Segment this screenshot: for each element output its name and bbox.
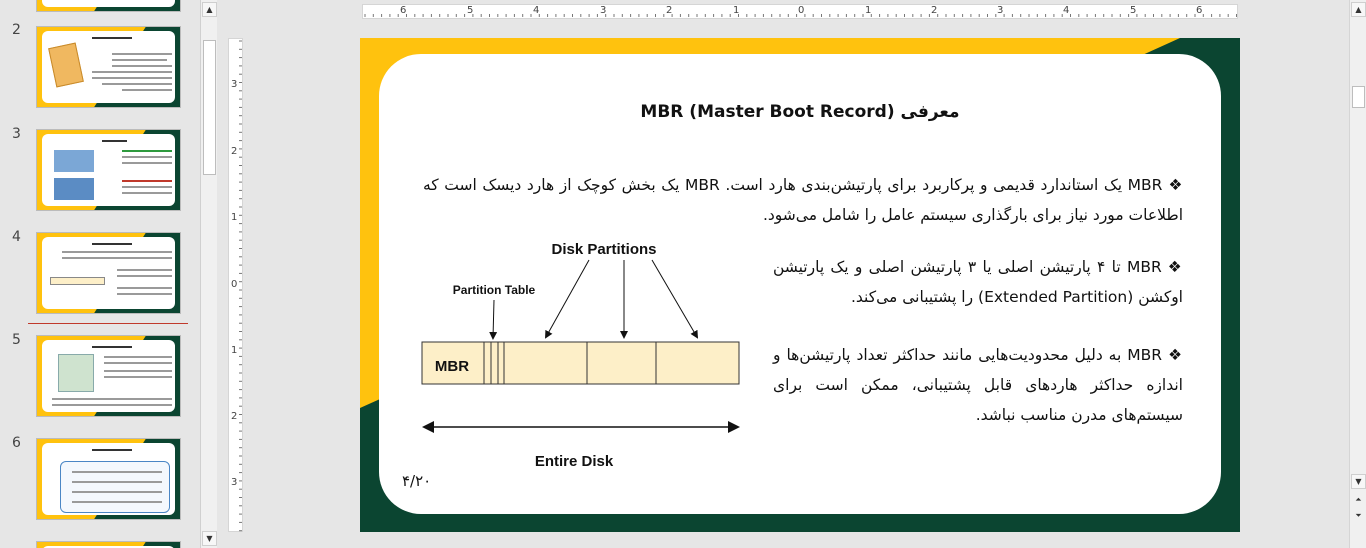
insertion-marker: [28, 323, 188, 324]
scrollbar-handle[interactable]: [1352, 86, 1365, 108]
thumbnail-number: 4: [12, 229, 21, 245]
bullet-2-text: MBR تا ۴ پارتیشن اصلی یا ۳ پارتیشن اصلی و یک پارتیشن اوکشن (Extended Partition) را پشتیبانی می‌کند.: [773, 258, 1183, 306]
horizontal-ruler[interactable]: [362, 4, 1238, 19]
thumbnail-number: 2: [12, 22, 21, 38]
partition-block: [504, 342, 587, 384]
slide-thumbnail-4[interactable]: [36, 232, 181, 314]
mbr-disk-diagram[interactable]: [419, 234, 759, 474]
slide-thumbnail-1[interactable]: [36, 0, 181, 12]
partition-table-label: Partition Table: [452, 283, 536, 297]
ruler-label: 2: [931, 5, 938, 16]
bullet-3-text: MBR به دلیل محدودیت‌هایی مانند حداکثر تعداد پارتیشن‌ها و اندازه حداکثر هاردهای قابل پشتیبانی، ممکن است برای سیستم‌های مدرن مناسب نباشد.: [773, 346, 1183, 424]
bullet-diamond-icon: ❖: [1168, 346, 1183, 364]
scroll-up-icon[interactable]: ▲: [202, 2, 217, 17]
slide-thumbnail-6[interactable]: [36, 438, 181, 520]
slide-page-number: ۴/۲۰: [402, 472, 432, 490]
ruler-label: 5: [1130, 5, 1137, 16]
ruler-label: 3: [997, 5, 1004, 16]
thumbnail-number: 3: [12, 126, 21, 142]
ruler-label: 3: [231, 477, 238, 488]
scroll-up-icon[interactable]: ▲: [1351, 2, 1366, 17]
ruler-label: 2: [666, 5, 673, 16]
slide-scrollbar[interactable]: [1349, 0, 1366, 548]
entire-disk-label: Entire Disk: [534, 453, 614, 470]
bullet-diamond-icon: ❖: [1168, 176, 1183, 194]
bullet-3[interactable]: [773, 340, 1183, 430]
ruler-label: 0: [798, 5, 805, 16]
previous-slide-icon[interactable]: ⏶: [1355, 495, 1362, 504]
ruler-label: 4: [1063, 5, 1070, 16]
ruler-label: 1: [231, 345, 238, 356]
slide-thumbnail-pane[interactable]: [0, 0, 200, 548]
next-slide-icon[interactable]: ⏷: [1355, 511, 1362, 520]
bullet-2[interactable]: [773, 252, 1183, 312]
scroll-down-icon[interactable]: ▼: [202, 531, 217, 546]
thumbnail-number: 6: [12, 435, 21, 451]
ruler-label: 6: [400, 5, 407, 16]
partition-block: [656, 342, 739, 384]
ruler-label: 4: [533, 5, 540, 16]
ruler-label: 1: [231, 212, 238, 223]
slide-title[interactable]: معرفی MBR (Master Boot Record): [640, 102, 960, 122]
bullet-1-text: MBR یک استاندارد قدیمی و پرکاربرد برای پارتیشن‌بندی هارد است. MBR یک بخش کوچک از هارد دیسک است که اطلاعات مورد نیاز برای بارگذاری سیستم عامل را شامل می‌شود.: [423, 176, 1183, 224]
slide-canvas[interactable]: [360, 38, 1240, 532]
slide-thumbnail-3[interactable]: [36, 129, 181, 211]
partition-block: [587, 342, 656, 384]
ruler-label: 3: [231, 79, 238, 90]
ruler-label: 1: [865, 5, 872, 16]
slide-thumbnail-2[interactable]: [36, 26, 181, 108]
slide-thumbnail-7[interactable]: [36, 541, 181, 548]
ruler-label: 5: [467, 5, 474, 16]
disk-partitions-label: Disk Partitions: [551, 241, 657, 258]
ruler-label: 2: [231, 146, 238, 157]
slide-content-card: [379, 54, 1221, 514]
slide-thumbnail-5[interactable]: [36, 335, 181, 417]
bullet-diamond-icon: ❖: [1167, 258, 1183, 276]
ruler-label: 6: [1196, 5, 1203, 16]
ruler-label: 0: [231, 279, 238, 290]
ruler-label: 2: [231, 411, 238, 422]
ruler-label: 1: [733, 5, 740, 16]
mbr-block-label: MBR: [434, 358, 470, 375]
scroll-down-icon[interactable]: ▼: [1351, 474, 1366, 489]
vertical-ruler[interactable]: [228, 38, 243, 532]
thumbnail-scrollbar[interactable]: [200, 0, 217, 548]
ruler-label: 3: [600, 5, 607, 16]
partition-table-block: [484, 342, 504, 384]
bullet-1[interactable]: [423, 170, 1183, 230]
thumbnail-number: 5: [12, 332, 21, 348]
scrollbar-handle[interactable]: [203, 40, 216, 175]
